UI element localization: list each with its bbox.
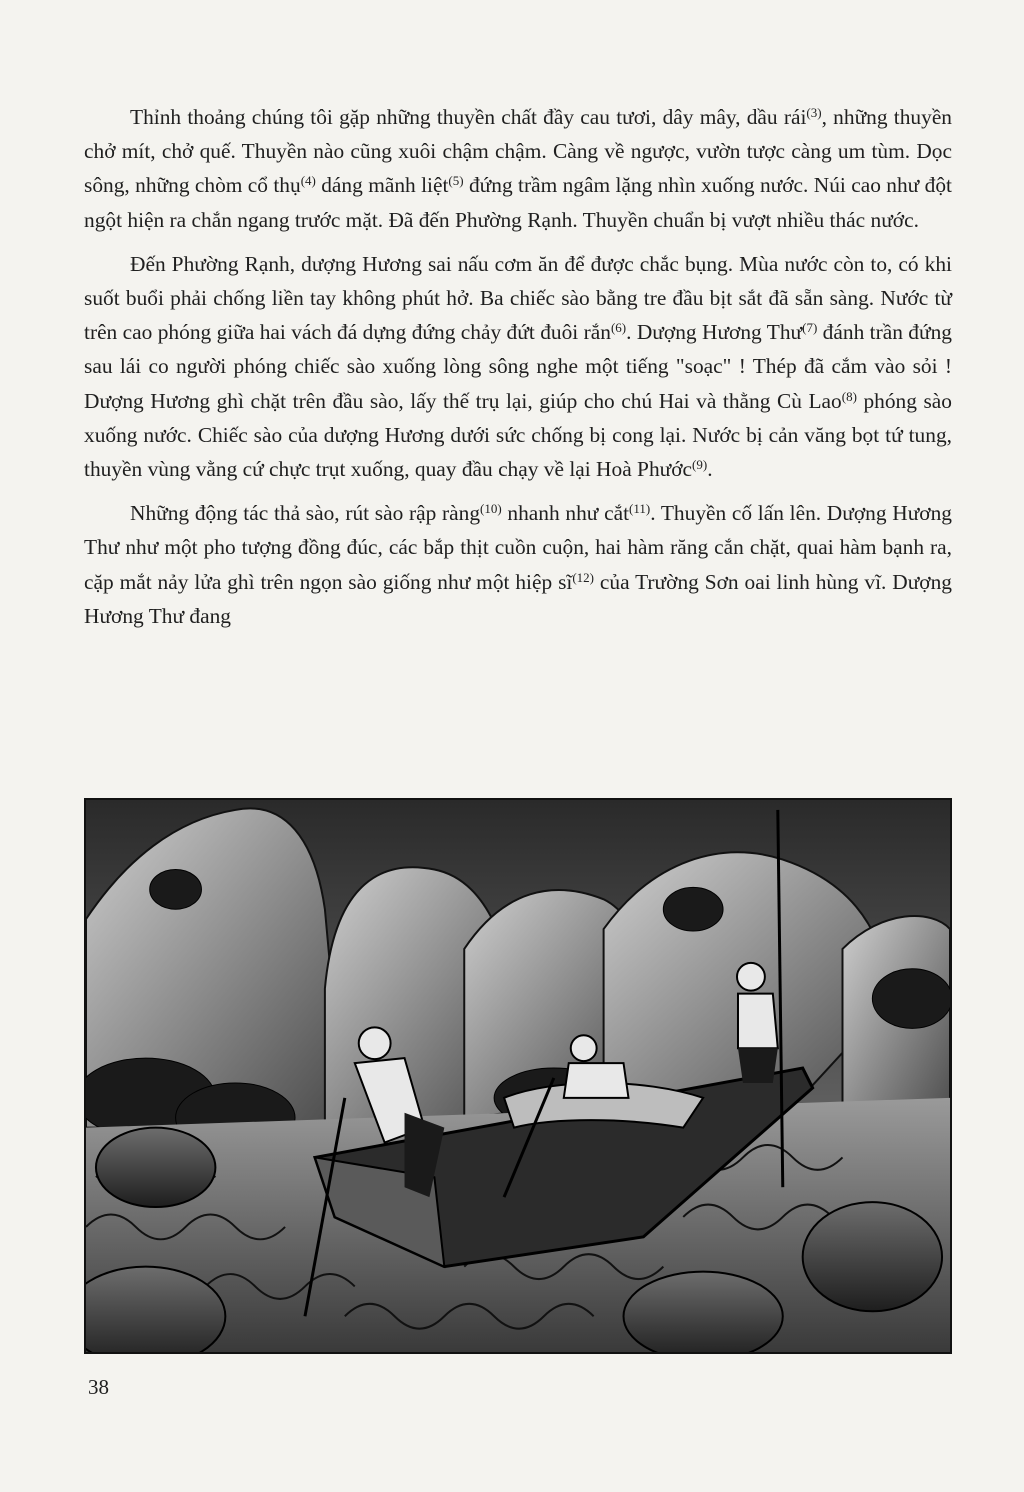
text-run: .: [707, 457, 713, 482]
text-run: . Dượng Hương Thư: [626, 320, 803, 345]
text-run: Đến Phường Rạnh, dượng Hương sai nấu cơm ăn để được chắc bụng. Mùa nước còn to, có khi suốt buổi phải chống liền tay không phút hở. Ba chiếc sào bằng tre đầu bịt sắt đã sẵn sàng. Nước từ trên cao phóng giữa hai vách đá dựng đứng chảy đứt đuôi rắn: [84, 251, 952, 345]
footnote-marker: (8): [841, 388, 857, 404]
body-text: [84, 100, 952, 643]
text-run: Những động tác thả sào, rút sào rập ràng: [130, 501, 481, 526]
rapids-illustration-svg: [86, 800, 950, 1352]
text-run: , những thuyền chở mít, chở quế. Thuyền nào cũng xuôi chậm chậm. Càng về ngược, vườn tược càng um tùm. Dọc sông, những chòm cổ thụ: [84, 105, 953, 198]
text-run: . Thuyền cố lấn lên. Dượng Hương Thư như một pho tượng đồng đúc, các bắp thịt cuồn cuộn, hai hàm răng cắn chặt, quai hàm bạnh ra, cặp mắt nảy lửa ghì trên ngọn sào giống như một hiệp sĩ: [84, 501, 952, 594]
text-run: Thỉnh thoảng chúng tôi gặp những thuyền chất đầy cau tươi, dây mây, dầu rái: [130, 105, 807, 129]
footnote-marker: (5): [448, 173, 464, 189]
footnote-marker: (10): [480, 501, 502, 517]
footnote-marker: (11): [629, 501, 651, 517]
text-run: phóng sào xuống nước. Chiếc sào của dượng Hương dưới sức chống bị cong lại. Nước bị cản văng bọt tứ tung, thuyền vùng vằng cứ chực trụt xuống, quay đầu chạy về lại Hoà Phước: [84, 388, 952, 482]
illustration-boat-rapids: [84, 798, 952, 1354]
page-number: 38: [88, 1375, 109, 1399]
footnote-marker: (4): [300, 173, 316, 189]
paragraph: [84, 496, 952, 633]
text-run: dáng mãnh liệt: [315, 173, 449, 198]
footnote-marker: (7): [802, 320, 818, 336]
text-run: đánh trần đứng sau lái co người phóng chiếc sào xuống lòng sông nghe một tiếng "soạc" ! Thép đã cắm vào sỏi ! Dượng Hương ghì chặt trên đầu sào, lấy thế trụ lại, giúp cho chú Hai và thằng Cù Lao: [84, 320, 952, 413]
paragraph: [84, 100, 952, 237]
footnote-marker: (9): [692, 457, 708, 473]
footnote-marker: (6): [610, 320, 627, 336]
text-run: nhanh như cắt: [501, 501, 630, 526]
text-run: của Trường Sơn oai linh hùng vĩ. Dượng Hương Thư đang: [84, 569, 952, 628]
footnote-marker: (3): [806, 105, 822, 120]
text-run: đứng trầm ngâm lặng nhìn xuống nước. Núi cao như đột ngột hiện ra chắn ngang trước mặt. Đã đến Phường Rạnh. Thuyền chuẩn bị vượt nhiều thác nước.: [84, 173, 952, 232]
paragraph: [84, 247, 952, 486]
footnote-marker: (12): [572, 569, 595, 585]
